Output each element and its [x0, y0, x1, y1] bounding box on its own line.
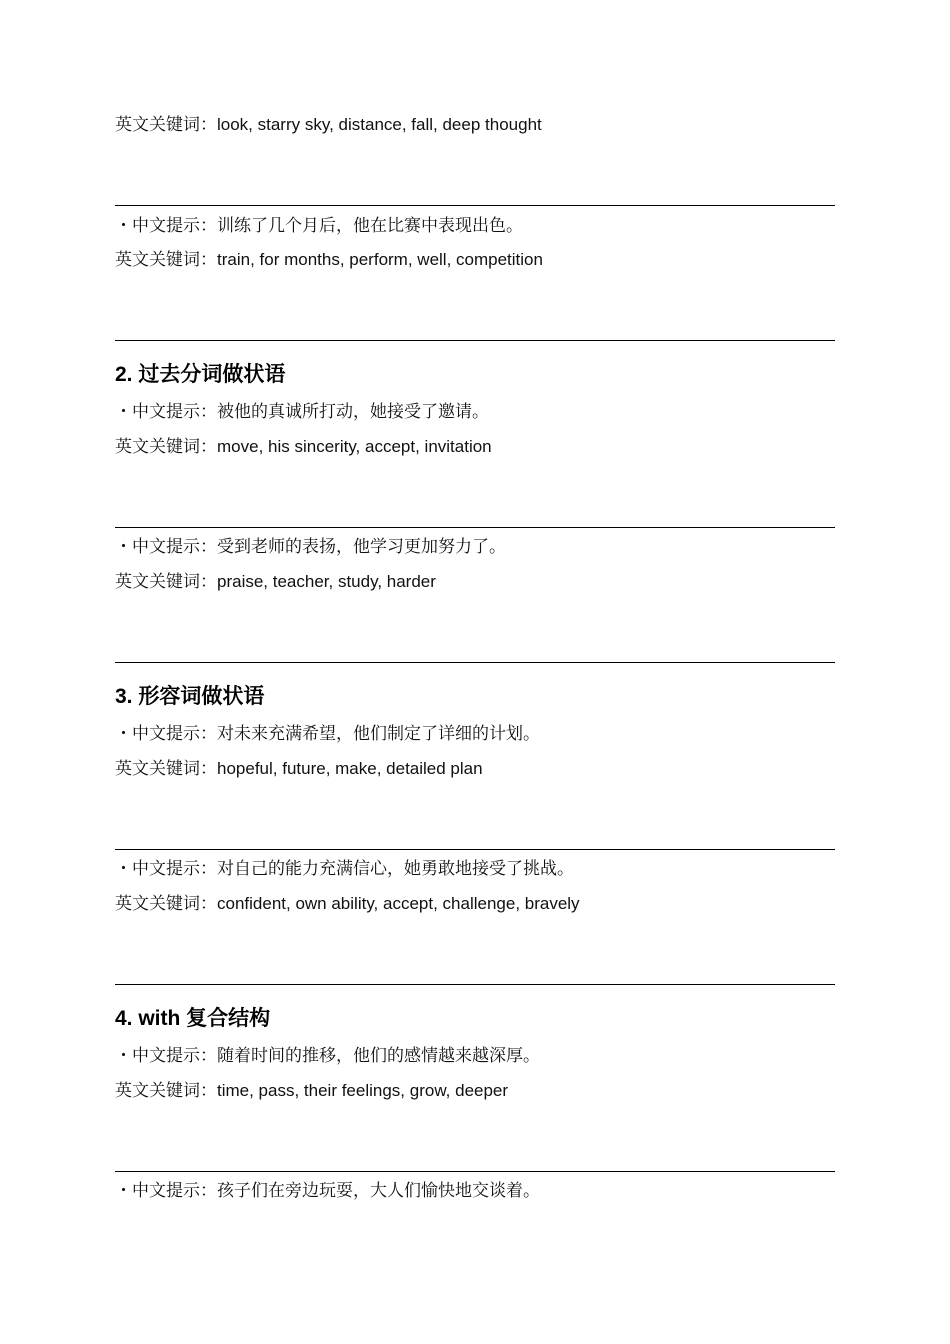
answer-line	[115, 849, 835, 850]
answer-line	[115, 662, 835, 663]
keywords-label: 英文关键词：	[115, 1081, 217, 1100]
keywords-label: 英文关键词：	[115, 572, 217, 591]
section-heading: 2. 过去分词做状语	[115, 363, 286, 386]
prompt-line	[115, 215, 523, 237]
prompt-text: 被他的真诚所打动，她接受了邀请。	[217, 402, 489, 421]
section-heading: 3. 形容词做状语	[115, 685, 265, 708]
prompt-label: ・中文提示：	[115, 402, 217, 421]
keywords-text: move, his sincerity, accept, invitation	[217, 437, 492, 456]
prompt-text: 孩子们在旁边玩耍，大人们愉快地交谈着。	[217, 1181, 540, 1200]
prompt-label: ・中文提示：	[115, 216, 217, 235]
prompt-line	[115, 1180, 540, 1202]
keywords-line	[115, 249, 543, 271]
keywords-line	[115, 571, 436, 593]
prompt-line	[115, 723, 540, 745]
keywords-line	[115, 114, 542, 136]
answer-line	[115, 340, 835, 341]
prompt-line	[115, 401, 489, 423]
keywords-label: 英文关键词：	[115, 759, 217, 778]
prompt-text: 训练了几个月后，他在比赛中表现出色。	[217, 216, 523, 235]
answer-line	[115, 984, 835, 985]
keywords-line	[115, 893, 580, 915]
keywords-text: praise, teacher, study, harder	[217, 572, 436, 591]
prompt-label: ・中文提示：	[115, 537, 217, 556]
prompt-label: ・中文提示：	[115, 859, 217, 878]
prompt-line	[115, 536, 506, 558]
prompt-text: 对自己的能力充满信心，她勇敢地接受了挑战。	[217, 859, 574, 878]
section-heading: 4. with 复合结构	[115, 1007, 271, 1030]
keywords-line	[115, 436, 492, 458]
keywords-label: 英文关键词：	[115, 115, 217, 134]
prompt-line	[115, 1045, 540, 1067]
prompt-label: ・中文提示：	[115, 1046, 217, 1065]
keywords-text: look, starry sky, distance, fall, deep thought	[217, 115, 542, 134]
answer-line	[115, 205, 835, 206]
keywords-text: time, pass, their feelings, grow, deeper	[217, 1081, 509, 1100]
prompt-text: 随着时间的推移，他们的感情越来越深厚。	[217, 1046, 540, 1065]
prompt-text: 对未来充满希望，他们制定了详细的计划。	[217, 724, 540, 743]
prompt-text: 受到老师的表扬，他学习更加努力了。	[217, 537, 506, 556]
prompt-line	[115, 858, 574, 880]
keywords-label: 英文关键词：	[115, 437, 217, 456]
keywords-text: hopeful, future, make, detailed plan	[217, 759, 483, 778]
keywords-line	[115, 758, 483, 780]
answer-line	[115, 1171, 835, 1172]
prompt-label: ・中文提示：	[115, 724, 217, 743]
keywords-label: 英文关键词：	[115, 250, 217, 269]
keywords-line	[115, 1080, 508, 1102]
keywords-text: confident, own ability, accept, challenge, bravely	[217, 894, 580, 913]
answer-line	[115, 527, 835, 528]
keywords-label: 英文关键词：	[115, 894, 217, 913]
prompt-label: ・中文提示：	[115, 1181, 217, 1200]
keywords-text: train, for months, perform, well, competition	[217, 250, 543, 269]
